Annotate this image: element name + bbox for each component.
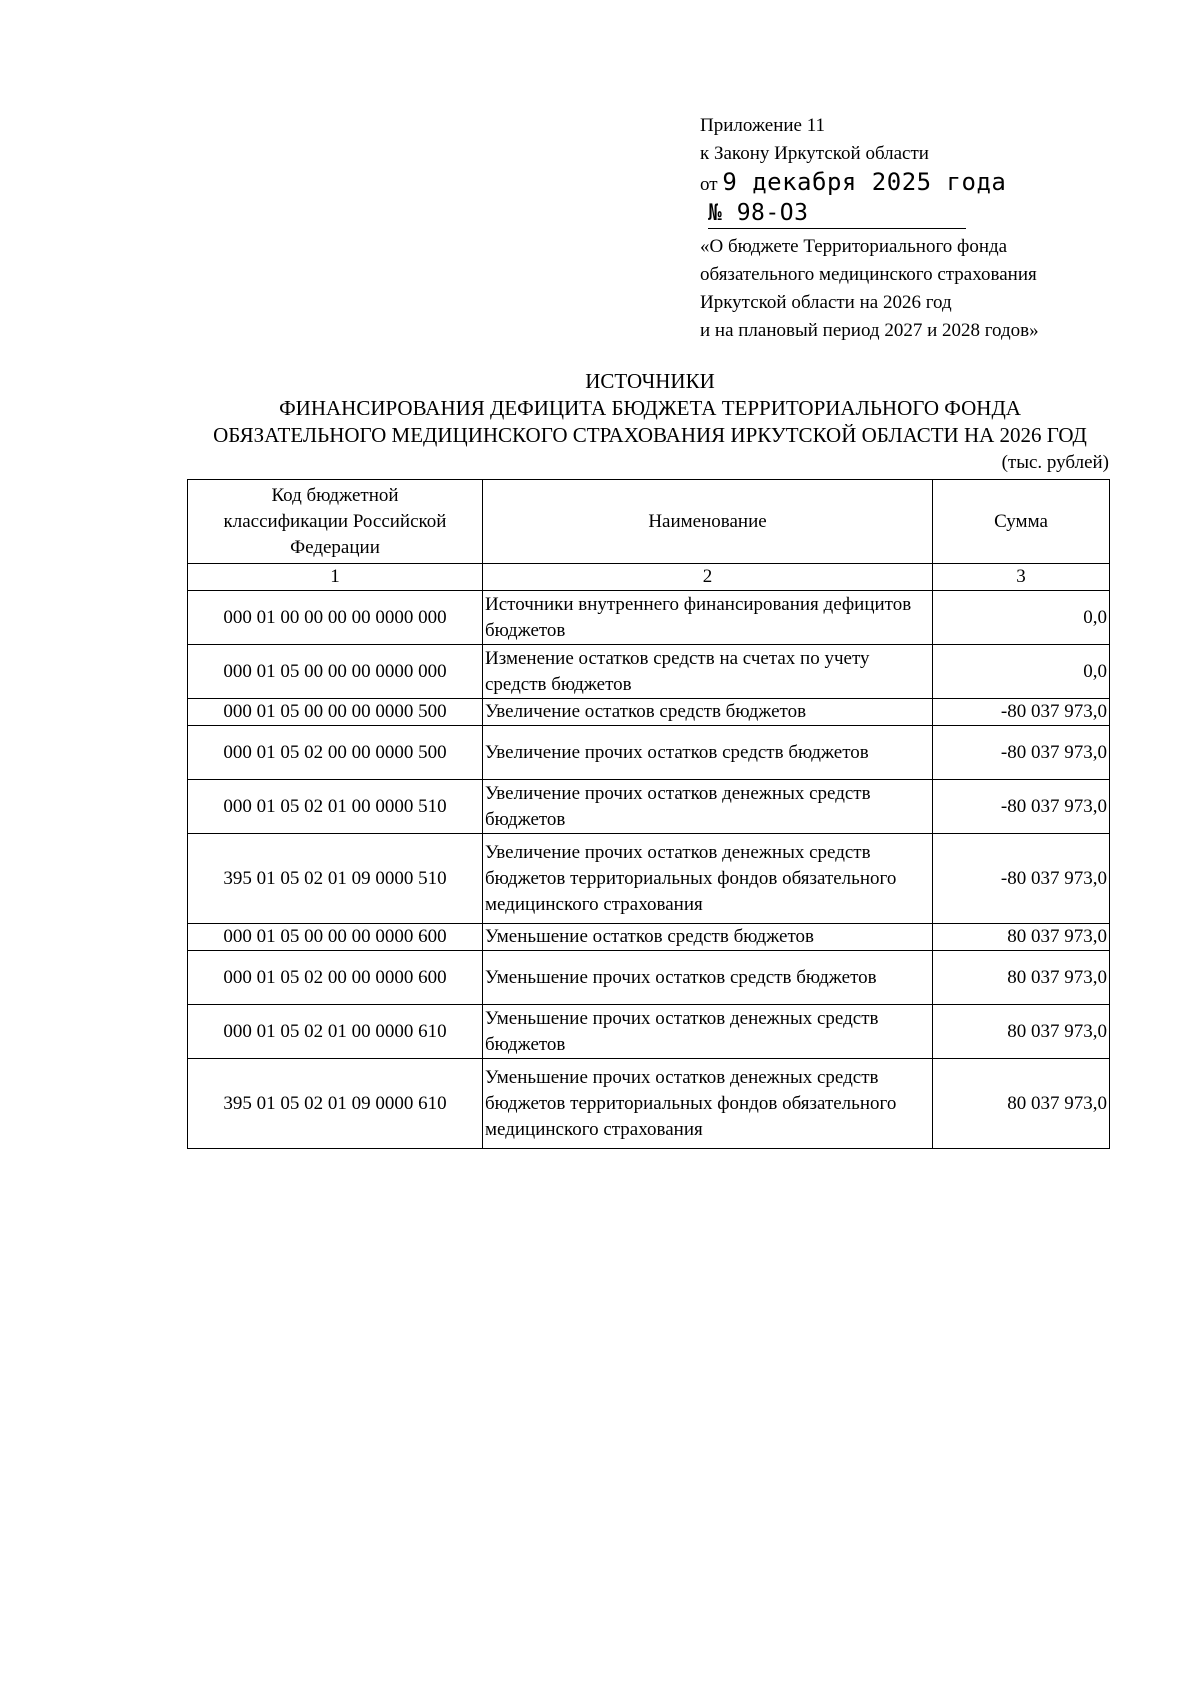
- row-code: 000 01 05 00 00 00 0000 600: [188, 924, 483, 951]
- row-sum: 0,0: [933, 591, 1110, 645]
- row-name: Уменьшение прочих остатков денежных средств бюджетов территориальных фондов обязательного медицинского страхования: [483, 1059, 933, 1149]
- row-name: Изменение остатков средств на счетах по учету средств бюджетов: [483, 645, 933, 699]
- title-line-2: ФИНАНСИРОВАНИЯ ДЕФИЦИТА БЮДЖЕТА ТЕРРИТОРИАЛЬНОГО ФОНДА: [279, 396, 1021, 420]
- row-code: 395 01 05 02 01 09 0000 610: [188, 1059, 483, 1149]
- row-sum: 80 037 973,0: [933, 924, 1110, 951]
- row-sum: -80 037 973,0: [933, 780, 1110, 834]
- law-title-line-3: Иркутской области на 2026 год: [700, 292, 952, 313]
- row-code: 000 01 05 02 00 00 0000 500: [188, 726, 483, 780]
- header-code: [188, 480, 483, 564]
- header-code-line-2: классификации Российской: [223, 510, 447, 532]
- row-code: 000 01 05 00 00 00 0000 500: [188, 699, 483, 726]
- header-sum: Сумма: [933, 480, 1110, 564]
- row-code: 000 01 05 02 01 00 0000 610: [188, 1005, 483, 1059]
- law-number: [708, 200, 966, 229]
- column-numbers-row: [188, 564, 1110, 591]
- row-name: Увеличение прочих остатков средств бюджетов: [483, 726, 933, 780]
- row-sum: 80 037 973,0: [933, 951, 1110, 1005]
- law-title-line-4: и на плановый период 2027 и 2028 годов»: [700, 320, 1039, 341]
- column-number: 2: [483, 564, 933, 591]
- row-code: 000 01 05 02 01 00 0000 510: [188, 780, 483, 834]
- law-number-value: № 98-ОЗ: [708, 200, 809, 226]
- row-sum: 0,0: [933, 645, 1110, 699]
- table-row: [188, 780, 1110, 834]
- header-name: Наименование: [483, 480, 933, 564]
- appendix-law-reference: к Закону Иркутской области: [700, 143, 929, 164]
- law-title-line-2: обязательного медицинского страхования: [700, 264, 1037, 285]
- table-row: [188, 591, 1110, 645]
- appendix-header: [700, 112, 1120, 345]
- document-title: [170, 368, 1130, 449]
- column-number: 3: [933, 564, 1110, 591]
- column-number: 1: [188, 564, 483, 591]
- row-code: 000 01 05 02 00 00 0000 600: [188, 951, 483, 1005]
- row-name: Источники внутреннего финансирования дефицитов бюджетов: [483, 591, 933, 645]
- title-line-1: ИСТОЧНИКИ: [585, 369, 715, 393]
- date-prefix: от: [700, 174, 718, 195]
- row-code: 395 01 05 02 01 09 0000 510: [188, 834, 483, 924]
- table-row: [188, 699, 1110, 726]
- table-row: [188, 834, 1110, 924]
- table-row: [188, 726, 1110, 780]
- row-sum: -80 037 973,0: [933, 699, 1110, 726]
- row-name: Уменьшение прочих остатков средств бюджетов: [483, 951, 933, 1005]
- row-name: Увеличение остатков средств бюджетов: [483, 699, 933, 726]
- table-row: [188, 1005, 1110, 1059]
- table-row: [188, 1059, 1110, 1149]
- financing-sources-table: [187, 479, 1110, 1149]
- row-name: Увеличение прочих остатков денежных средств бюджетов: [483, 780, 933, 834]
- row-name: Уменьшение остатков средств бюджетов: [483, 924, 933, 951]
- units-label: (тыс. рублей): [1001, 452, 1109, 473]
- law-date: [700, 168, 1120, 200]
- row-sum: 80 037 973,0: [933, 1059, 1110, 1149]
- row-sum: -80 037 973,0: [933, 726, 1110, 780]
- appendix-number: Приложение 11: [700, 115, 826, 136]
- row-sum: -80 037 973,0: [933, 834, 1110, 924]
- row-name: Уменьшение прочих остатков денежных средств бюджетов: [483, 1005, 933, 1059]
- title-line-3: ОБЯЗАТЕЛЬНОГО МЕДИЦИНСКОГО СТРАХОВАНИЯ ИРКУТСКОЙ ОБЛАСТИ НА 2026 ГОД: [213, 423, 1087, 447]
- date-value: 9 декабря 2025 года: [722, 168, 1007, 196]
- row-name: Увеличение прочих остатков денежных средств бюджетов территориальных фондов обязательного медицинского страхования: [483, 834, 933, 924]
- law-title-line-1: «О бюджете Территориального фонда: [700, 236, 1008, 257]
- table-row: [188, 951, 1110, 1005]
- header-code-line-1: Код бюджетной: [271, 484, 399, 506]
- row-sum: 80 037 973,0: [933, 1005, 1110, 1059]
- table-row: [188, 645, 1110, 699]
- row-code: 000 01 00 00 00 00 0000 000: [188, 591, 483, 645]
- row-code: 000 01 05 00 00 00 0000 000: [188, 645, 483, 699]
- table-header-row: [188, 480, 1110, 564]
- header-code-line-3: Федерации: [290, 536, 380, 558]
- table-row: [188, 924, 1110, 951]
